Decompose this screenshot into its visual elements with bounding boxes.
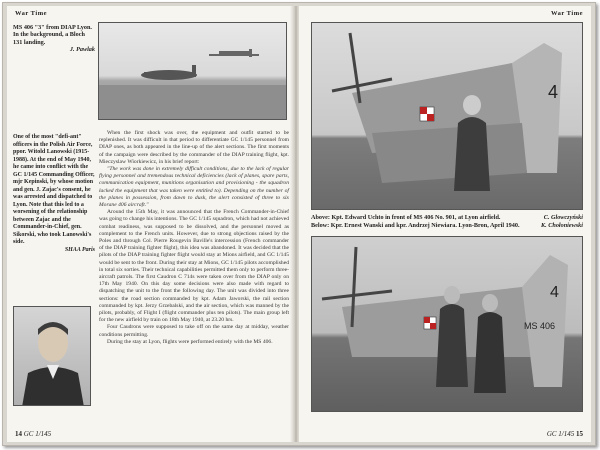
- roundel-checker: [424, 317, 436, 329]
- caption-above: C. Glowczyński Above: Kpt. Edward Uchto in front of MS 406 No. 901, at Lyon airfield.: [311, 214, 583, 221]
- book-spread: [2, 2, 596, 446]
- running-head-right: War Time: [551, 10, 583, 17]
- left-page: [7, 6, 294, 442]
- folio-left: 14 GC 1/145: [15, 430, 52, 438]
- body-text: When the first shock was over, the equipment and outfit started to be replenished. It was difficult in that period to differentiate GC 1/145 personnel from DIAP ones, as both appeared in the line-up of the alert sections. The first moments of the campaign were described by the commander of the DIAP training flight, kpt. Mieczyslaw Wiorkiewicz, in his brief report: "The work was done in extremely difficult conditions, due to the lack of regular flying personnel and tremendous technical deficiencies (lack of planes, spare parts, communication equipment, munitions organisation and provisioning - the squadron lacked the equipment that was taken were entitled to). Depending on the number of the planes in possession, from dawn to dusk, the alert consisted of three to six Morane 406 aircraft." Around the 15th May, it was announced that the French Commander-in-Chief was going to change his intentions. The GC 1/145 squadron, which had not achieved combat readiness, was supposed to be dissolved, and the personnel moved as complement to the French units. However, due to strong objections raised by the Poles and through Col. Pierre Rougevin Baville's intercession (French commander of the DIAP training fighter flight), this idea was abandoned. It was decided that the pilots of the DIAP training fighter flight would stay at Mions airfield, and GC 1/145 would be sent to the front. During their stay at Mions, GC 1/145 pilots accomplished in total six sorties. Their technical capabilities permitted them only to perform three-aircraft patrols. The first Caudron C 714s were taken over from the DIAP only on 17th May 1940. On this day some decisions were also made with regard to dispatching the unit to the front the following day. The unit was divided into three sections: the road section commanded by kpt. Adam Jaworski, the rail section commanded by kpt. Jerzy Grzebalski, and the air section, which was manned by the pilots, probably, of Flight I (flight commander plus ten pilots). The main group left for the new airfield by train on 18th May 1940, at 23.20 hrs. Four Caudrons were supposed to take off on the same day at midday, weather conditions permitting. During the stay at Lyon, flights were performed entirely with the MS 406.: [99, 130, 289, 345]
- right-page: [299, 6, 591, 442]
- fin-marking-top: 4: [548, 82, 559, 102]
- roundel-checker: [420, 107, 434, 121]
- side-caption: One of the most "defi-ant" officers in the Polish Air Force, ppor. Witold Lanowski (1915-1988). At the end of May 1940, he came into conflict with the GC 1/145 Commanding Officer, mjr Kepinski, by whose motion and gen. J. Zajac's consent, he was arrested and dispatched to Lyon. Note that this led to a worsening of the relationship between Zajac and the Commander-in-Chief, gen. Sikorski, who took Lanowski's side. SHAA Paris: [13, 134, 95, 253]
- running-head-left: War Time: [15, 10, 47, 17]
- bloch-131-silhouette: [209, 49, 259, 57]
- right-top-photo: [311, 22, 583, 210]
- fin-marking-bottom: 4: [550, 284, 559, 301]
- folio-right: GC 1/145 15: [546, 430, 583, 438]
- top-photo-caption: MS 406 "3" from DIAP Lyon. In the background, a Bloch 131 landing. J. Pawlak: [13, 24, 95, 54]
- right-bottom-photo: [311, 236, 583, 412]
- caption-below: K. Chołoniewski Below: Kpr. Ernest Wanski and kpr. Andrzej Niewiara. Lyon-Bron, April 1940.: [311, 222, 583, 229]
- top-photo: [98, 22, 287, 120]
- ms406-silhouette: [141, 65, 197, 80]
- fuselage-code: MS 406: [524, 321, 556, 331]
- portrait-photo: [13, 306, 91, 406]
